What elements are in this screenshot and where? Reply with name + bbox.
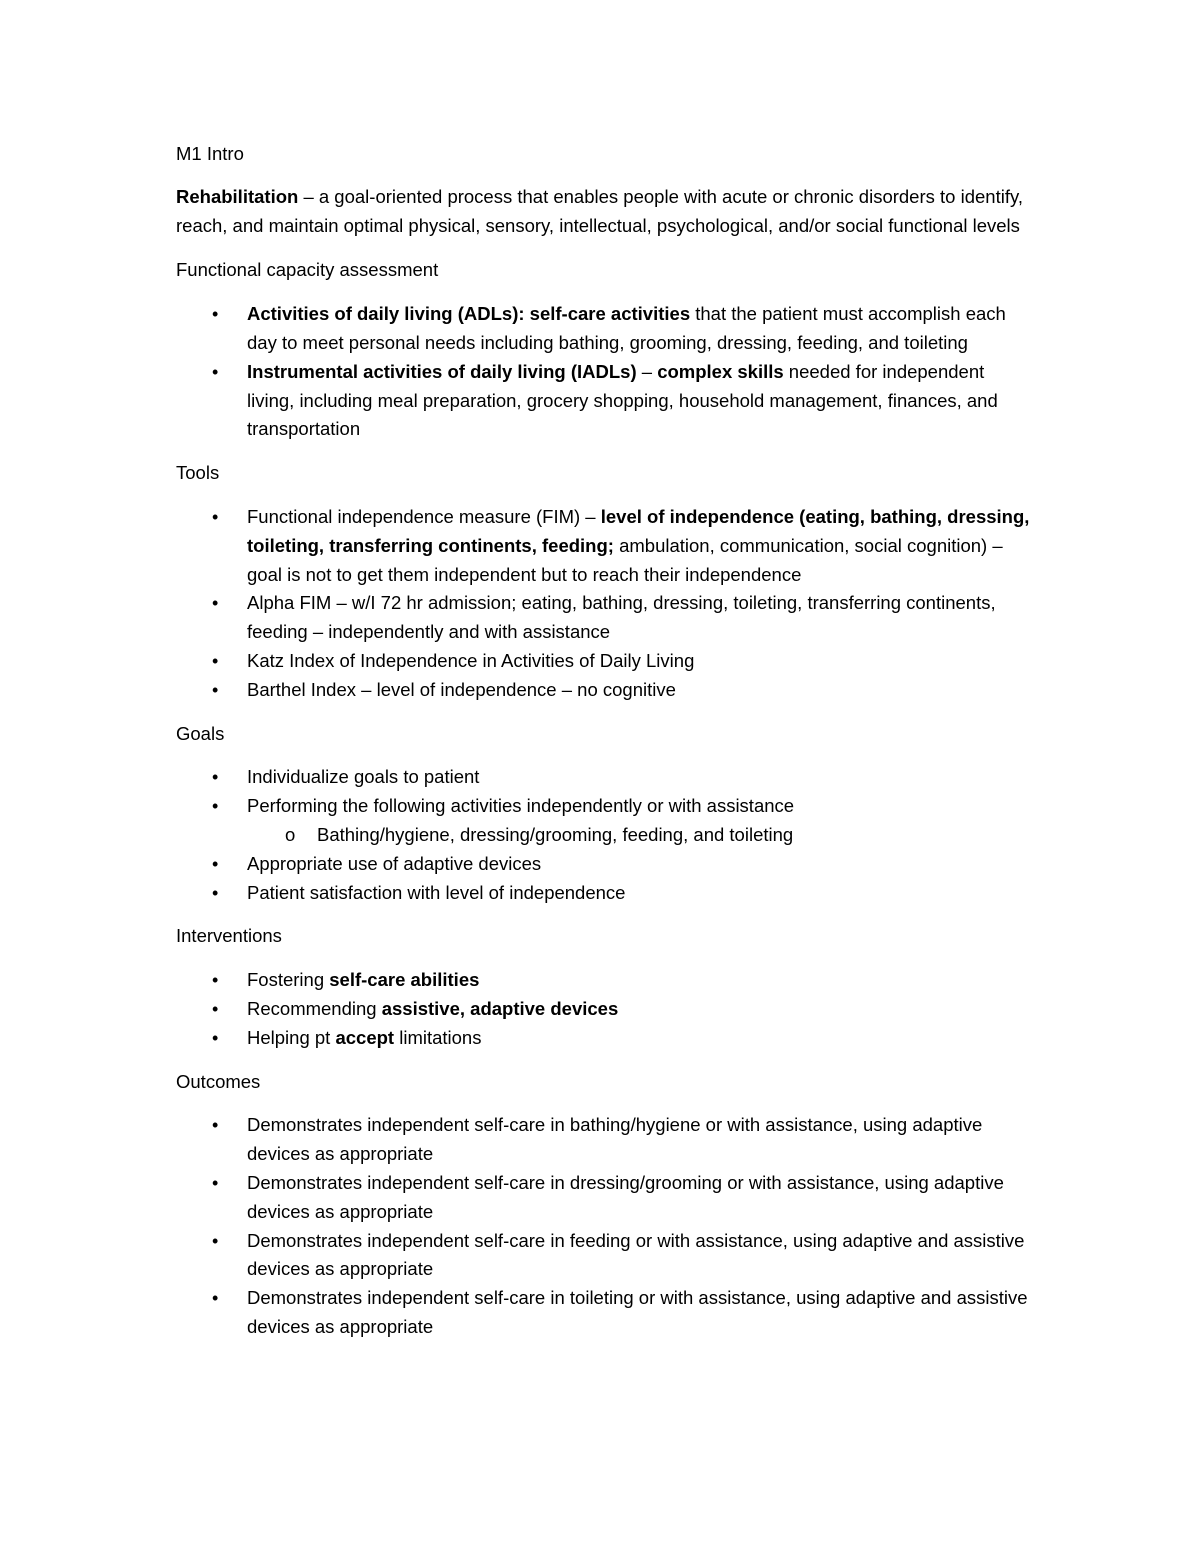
functional-list (176, 300, 1036, 444)
bullet-icon: • (212, 796, 219, 817)
fim-bold: level of independence (eating, bathing, dressing, toileting, transferring continents, feeding; (247, 505, 1030, 556)
fim-text-2: ambulation, communication, social cognition) – goal is not to get them independent but to reach their independence (247, 534, 1003, 585)
bullet-icon: • (212, 1288, 219, 1309)
intervention-2-text: Recommending (247, 997, 382, 1019)
functional-heading: Functional capacity assessment (176, 259, 439, 281)
iadl-dash: – (636, 360, 658, 382)
list-item-iadl (176, 358, 1036, 444)
bullet-icon: • (212, 767, 219, 788)
circle-bullet-icon: o (285, 823, 296, 845)
goals-sublist (247, 821, 1036, 850)
bullet-icon: • (212, 1230, 219, 1251)
goals-heading: Goals (176, 722, 225, 744)
barthel-text: Barthel Index – level of independence – no cognitive (247, 678, 676, 700)
bullet-icon: • (212, 998, 219, 1019)
goal-4-text: Patient satisfaction with level of independence (247, 881, 626, 903)
katz-text: Katz Index of Independence in Activities of Daily Living (247, 649, 695, 671)
bullet-icon: • (212, 304, 219, 325)
adl-text: that the patient must accomplish each day to meet personal needs including bathing, grooming, dressing, feeding, and toileting (247, 303, 1006, 353)
document-title: M1 Intro (176, 143, 244, 164)
list-item-goal-3 (176, 850, 1036, 879)
iadl-bold: Instrumental activities of daily living (IADLs) (247, 360, 637, 382)
rehabilitation-definition (176, 183, 1036, 241)
bullet-icon: • (212, 506, 219, 527)
iadl-text: needed for independent living, including meal preparation, grocery shopping, household management, finances, and transportation (247, 360, 998, 440)
intervention-3-bold: accept (335, 1026, 395, 1048)
adl-bold: Activities of daily living (ADLs): self-care activities (247, 303, 691, 325)
bullet-icon: • (212, 1115, 219, 1136)
outcomes-list (176, 1111, 1036, 1341)
interventions-heading: Interventions (176, 925, 282, 947)
fim-text: Functional independence measure (FIM) – (247, 505, 601, 527)
list-item-goal-4 (176, 879, 1036, 908)
alpha-fim-text: Alpha FIM – w/I 72 hr admission; eating, bathing, dressing, toileting, transferring continents, feeding – independently and with assistance (247, 592, 996, 643)
interventions-list (176, 966, 1036, 1052)
goals-list (176, 763, 1036, 907)
bullet-icon: • (212, 1172, 219, 1193)
intervention-3-text: Helping pt (247, 1026, 336, 1048)
list-item-outcome-3 (176, 1227, 1036, 1285)
list-item-intervention-3 (176, 1024, 1036, 1053)
outcomes-heading: Outcomes (176, 1070, 261, 1092)
list-item-intervention-1 (176, 966, 1036, 995)
bullet-icon: • (212, 650, 219, 671)
bullet-icon: • (212, 970, 219, 991)
list-item-intervention-2 (176, 995, 1036, 1024)
list-item-goal-1 (176, 763, 1036, 792)
iadl-bold-2: complex skills (657, 360, 784, 382)
bullet-icon: • (212, 882, 219, 903)
list-item-outcome-4 (176, 1284, 1036, 1342)
bullet-icon: • (212, 1027, 219, 1048)
bullet-icon: • (212, 853, 219, 874)
rehabilitation-term: Rehabilitation (176, 185, 299, 207)
intervention-2-bold: assistive, adaptive devices (381, 997, 619, 1019)
intervention-3-text-2: limitations (394, 1026, 482, 1048)
outcome-1-text: Demonstrates independent self-care in bathing/hygiene or with assistance, using adaptive devices as appropriate (247, 1114, 983, 1165)
goal-3-text: Appropriate use of adaptive devices (247, 852, 542, 874)
document-page (176, 140, 1036, 1357)
list-item-barthel (176, 676, 1036, 705)
list-item-fim (176, 503, 1036, 589)
tools-heading: Tools (176, 462, 220, 484)
rehabilitation-text: – a goal-oriented process that enables people with acute or chronic disorders to identify, reach, and maintain optimal physical, sensory, intellectual, psychological, and/or social functional levels (176, 185, 1023, 236)
bullet-icon: • (212, 593, 219, 614)
bullet-icon: • (212, 679, 219, 700)
list-item-adl (176, 300, 1036, 358)
tools-list (176, 503, 1036, 705)
list-item-katz (176, 647, 1036, 676)
outcome-4-text: Demonstrates independent self-care in toileting or with assistance, using adaptive and assistive devices as appropriate (247, 1287, 1028, 1337)
bullet-icon: • (212, 361, 219, 382)
list-item-goal-2 (176, 792, 1036, 850)
list-item-goal-2-sub (247, 821, 1036, 850)
goal-2-text: Performing the following activities independently or with assistance (247, 795, 795, 817)
goal-2-sub-text: Bathing/hygiene, dressing/grooming, feeding, and toileting (317, 823, 794, 845)
list-item-outcome-1 (176, 1111, 1036, 1169)
intervention-1-bold: self-care abilities (329, 969, 480, 991)
intervention-1-text: Fostering (247, 969, 330, 991)
list-item-alpha-fim (176, 589, 1036, 647)
outcome-2-text: Demonstrates independent self-care in dressing/grooming or with assistance, using adaptive devices as appropriate (247, 1171, 1004, 1222)
goal-1-text: Individualize goals to patient (247, 766, 480, 788)
list-item-outcome-2 (176, 1169, 1036, 1227)
outcome-3-text: Demonstrates independent self-care in feeding or with assistance, using adaptive and assistive devices as appropriate (247, 1229, 1025, 1280)
